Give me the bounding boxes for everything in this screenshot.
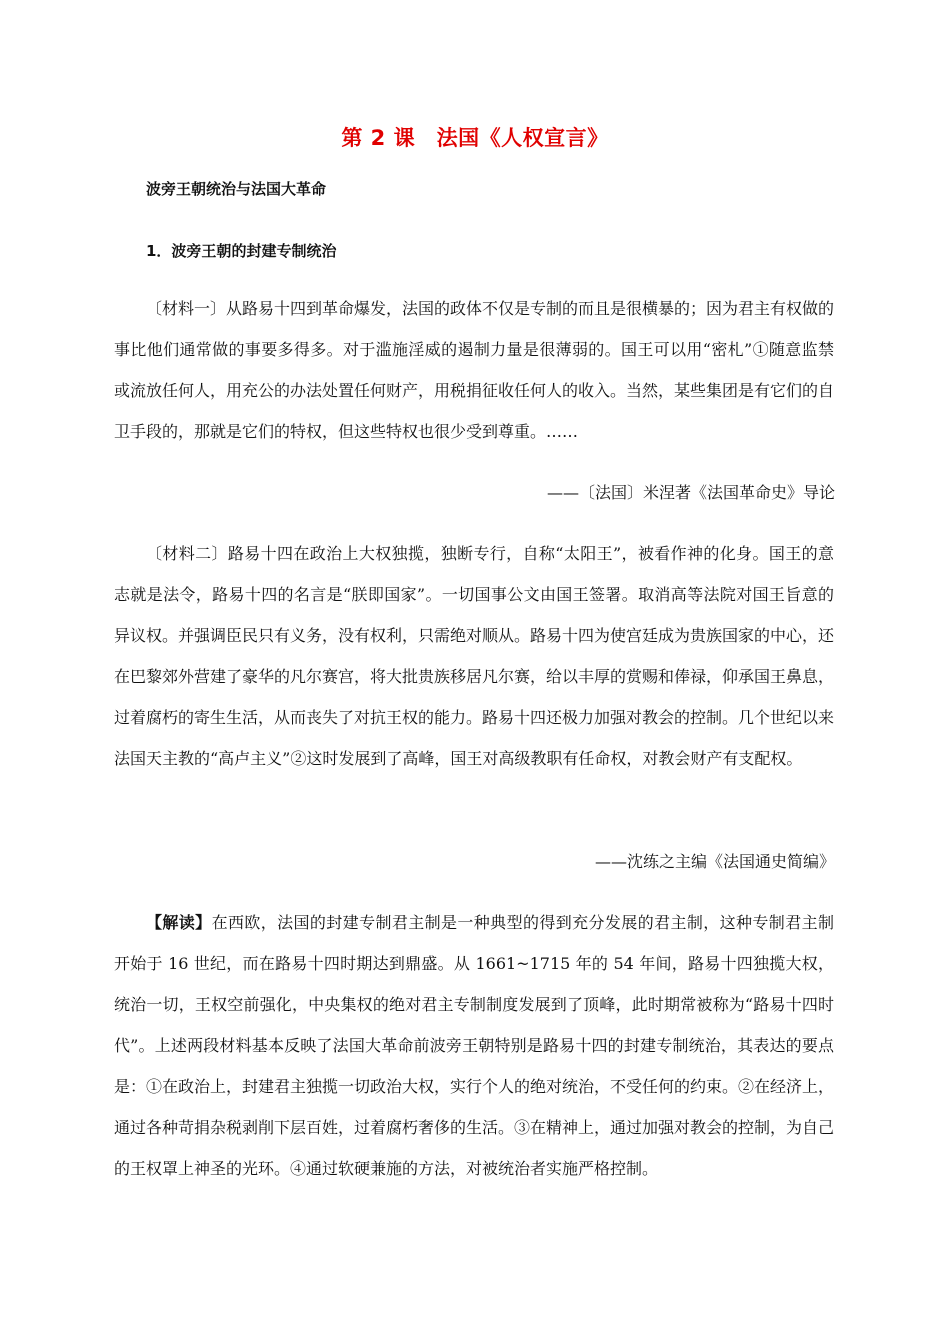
interpretation-label: 【解读】 [146,913,212,932]
material-one-source: ——〔法国〕米涅著《法国革命史》导论 [546,483,835,502]
interpretation-paragraph [114,902,834,1189]
lesson-title: 第 2 课 法国《人权宣言》 [341,126,609,150]
section-heading: 波旁王朝统治与法国大革命 [146,180,327,198]
material-two-source: ——沈练之主编《法国通史简编》 [594,852,835,871]
material-two-paragraph: 〔材料二〕路易十四在政治上大权独揽，独断专行，自称“太阳王”，被看作神的化身。国王的意志就是法令，路易十四的名言是“朕即国家”。一切国事公文由国王签署。取消高等法院对国王旨意的异议权。并强调臣民只有义务，没有权利，只需绝对顺从。路易十四为使宫廷成为贵族国家的中心，还在巴黎郊外营建了豪华的凡尔赛宫，将大批贵族移居凡尔赛，给以丰厚的赏赐和俸禄，仰承国王鼻息，过着腐朽的寄生生活，从而丧失了对抗王权的能力。路易十四还极力加强对教会的控制。几个世纪以来法国天主教的“高卢主义”②这时发展到了高峰，国王对高级教职有任命权，对教会财产有支配权。 [114,544,835,768]
sub-heading: 1．波旁王朝的封建专制统治 [146,242,337,260]
interpretation-text: 在西欧，法国的封建专制君主制是一种典型的得到充分发展的君主制，这种专制君主制开始于 16 世纪，而在路易十四时期达到鼎盛。从 1661~1715 年的 54 年间，路易十四独揽大权，统治一切，王权空前强化，中央集权的绝对君主专制制度发展到了顶峰，此时期常被称为“路易十四时代”。上述两段材料基本反映了法国大革命前波旁王朝特别是路易十四的封建专制统治，其表达的要点是：①在政治上，封建君主独揽一切政治大权，实行个人的绝对统治，不受任何的约束。②在经济上，通过各种苛捐杂税剥削下层百姓，过着腐朽奢侈的生活。③在精神上，通过加强对教会的控制，为自己的王权罩上神圣的光环。④通过软硬兼施的方法，对被统治者实施严格控制。 [114,913,835,1178]
material-one-paragraph: 〔材料一〕从路易十四到革命爆发，法国的政体不仅是专制的而且是很横暴的；因为君主有权做的事比他们通常做的事要多得多。对于滥施淫威的遏制力量是很薄弱的。国王可以用“密札”①随意监禁或流放任何人，用充公的办法处置任何财产，用税捐征收任何人的收入。当然，某些集团是有它们的自卫手段的，那就是它们的特权，但这些特权也很少受到尊重。…… [114,299,835,441]
